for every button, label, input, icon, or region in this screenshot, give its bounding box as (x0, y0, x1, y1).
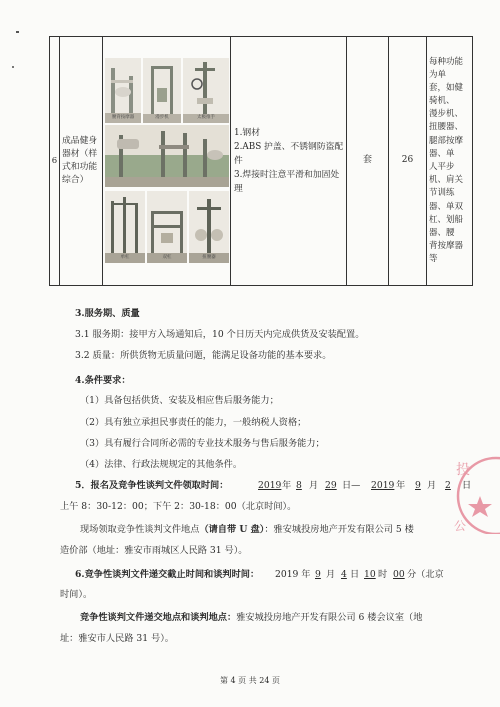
note-line: 节训练器、单双 (429, 188, 464, 212)
condition-item: （4）法律、行政法规规定的其他条件。 (80, 459, 243, 470)
equipment-photo (105, 125, 229, 187)
company-stamp (448, 452, 500, 534)
photo-caption: 双杠 (162, 255, 172, 261)
date-day: 2 (445, 480, 451, 491)
deadline-line (75, 568, 495, 584)
location-label: 现场领取竞争性谈判文件地点 (80, 524, 200, 535)
equipment-table (49, 36, 473, 286)
location-note: （请自带 U 盘） (199, 524, 265, 535)
page-number: 第 4 页 共 24 页 (220, 676, 280, 685)
date-unit: 年 (396, 480, 406, 491)
date-year: 2019 (371, 480, 395, 491)
registration-time-line (75, 479, 495, 495)
registration-hours: 上午 8：30-12：00；下午 2：30-18：00（北京时间）。 (60, 501, 297, 512)
scan-mark (16, 31, 19, 33)
section5-heading: 5．报名及竞争性谈判文件领取时间： (75, 480, 229, 491)
quantity-cell: 26 (389, 37, 427, 286)
spec-line: 2.ABS 护盖、不锈钢防盗配件 (234, 141, 344, 166)
date-unit: 分（北京 (407, 569, 444, 580)
spec-line: 1.钢材 (234, 127, 260, 138)
note-line: 背按摩器等 (429, 241, 464, 265)
photo-caption: 腰背按摩器 (111, 115, 135, 121)
row-index: 6 (50, 37, 60, 286)
section4-heading: 4.条件要求： (75, 375, 131, 386)
deadline-day: 4 (341, 569, 347, 580)
note-cell (427, 37, 473, 286)
deadline-hour: 10 (364, 569, 376, 580)
equipment-photo (189, 191, 229, 263)
deadline-line2: 时间）。 (60, 589, 93, 600)
location-text: 雅安城投房地产开发有限公司 6 楼会议室（地 (236, 612, 423, 623)
note-line: 腿部按摩器、单 (429, 135, 464, 159)
collection-location-line2: 造价部（地址：雅安市雨城区人民路 31 号）。 (60, 545, 248, 556)
submission-location-line2: 址：雅安市人民路 31 号）。 (60, 633, 174, 644)
condition-item: （2）具有独立承担民事责任的能力，一般纳税人资格； (80, 417, 307, 428)
date-unit: 月 (326, 569, 336, 580)
note-line: 杠、划船器、腰 (429, 214, 464, 238)
date-unit: 日— (342, 480, 361, 491)
date-month: 8 (296, 480, 302, 491)
note-line: 每种功能为单 (429, 56, 464, 80)
date-day: 29 (325, 480, 337, 491)
location-label: 竞争性谈判文件递交地点和谈判地点： (80, 612, 237, 623)
section3-heading: 3.服务期、质量 (75, 308, 140, 319)
deadline-minute: 00 (393, 569, 405, 580)
equipment-photo (143, 58, 181, 123)
date-unit: 月 (309, 480, 319, 491)
equipment-photo (105, 191, 145, 263)
photo-cell (103, 37, 231, 286)
equipment-photo (105, 58, 141, 123)
unit-cell: 套 (347, 37, 389, 286)
date-month: 9 (415, 480, 421, 491)
table-row (50, 37, 473, 286)
note-line: 漫步机、扭腰器、 (429, 109, 464, 133)
condition-item: （1）具备包括供货、安装及相应售后服务能力； (80, 395, 279, 406)
photo-caption: 单杠 (120, 255, 130, 261)
note-line: 人平步机、肩关 (429, 162, 464, 186)
photo-caption: 扭腰器 (202, 255, 216, 261)
section6-heading: 6.竞争性谈判文件递交截止时间和谈判时间： (75, 569, 260, 580)
date-unit: 月 (427, 480, 437, 491)
deadline-year: 2019 年 (275, 569, 311, 580)
submission-location (80, 611, 422, 625)
equipment-photo (183, 58, 229, 123)
item-name: 成品健身器材（样式和功能综合） (60, 37, 103, 286)
spec-line: 3.焊接时注意平滑和加固处理 (234, 170, 340, 195)
photo-caption: 太极推手 (197, 115, 215, 121)
date-unit: 日 (462, 480, 472, 491)
date-unit: 时 (378, 569, 388, 580)
collection-location (80, 523, 414, 537)
section3-line: 3.2 质量：所供货物无质量问题，能满足设备功能的基本要求。 (75, 350, 332, 361)
condition-item: （3）具有履行合同所必需的专业技术服务与售后服务能力； (80, 438, 325, 449)
spec-cell (231, 37, 347, 286)
section3-line: 3.1 服务期：接甲方入场通知后，10 个日历天内完成供货及安装配置。 (75, 329, 365, 340)
stamp-char: 投 (456, 462, 470, 478)
deadline-month: 9 (315, 569, 321, 580)
date-unit: 日 (350, 569, 360, 580)
equipment-photo (147, 191, 187, 263)
stamp-char: 公 (454, 519, 467, 533)
date-unit: 年 (282, 480, 292, 491)
photo-caption: 漫步机 (155, 115, 169, 121)
scan-mark (12, 66, 14, 68)
note-line: 套，如健骑机、 (429, 82, 464, 107)
date-year: 2019 (258, 480, 282, 491)
location-text: ：雅安城投房地产开发有限公司 5 楼 (264, 524, 414, 535)
